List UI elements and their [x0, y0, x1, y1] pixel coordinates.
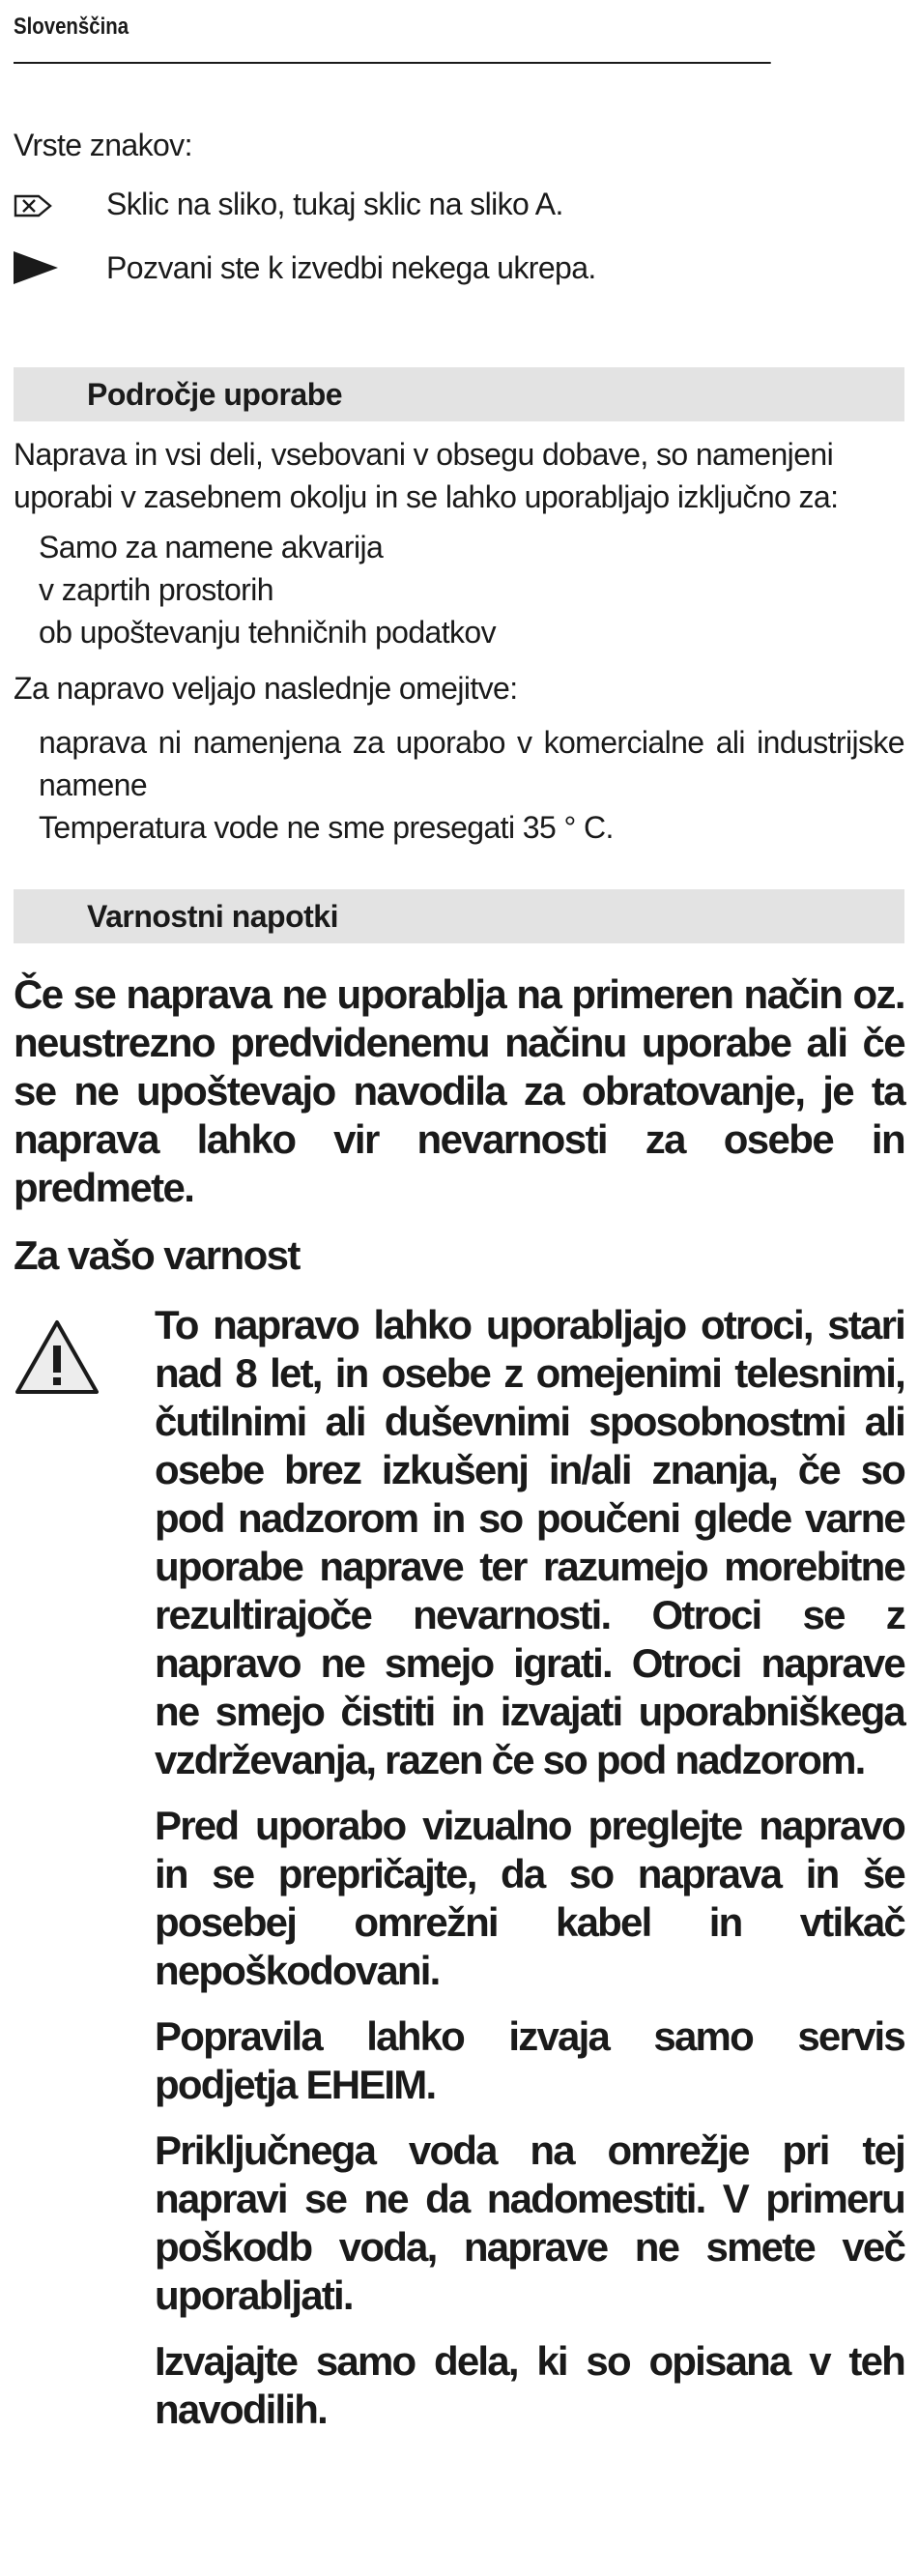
safety-paragraph: To napravo lahko uporabljajo otroci, stari nad 8 let, in osebe z omejenimi telesnimi, čutilnimi ali duševnimi sposobnostmi ali osebe brez izkušenj in/ali znanja, če so pod nadzorom in so poučeni glede varne uporabe naprave ter razumejo morebitne rezultirajoče nevarnosti. Otroci se z napravo ne smejo igrati. Otroci naprave ne smejo čistiti in izvajati uporabniškega vzdrževanja, razen če so pod nadzorom.	[155, 1302, 904, 1782]
action-arrow-icon	[14, 251, 58, 295]
symbol-row-action	[14, 236, 904, 300]
symbol-text-reference: Sklic na sliko, tukaj sklic na sliko A.	[106, 187, 563, 221]
safety-paragraph: Izvajajte samo dela, ki so opisana v teh navodilih.	[155, 2338, 904, 2432]
symbols-intro: Vrste znakov:	[14, 128, 192, 162]
symbol-row-reference	[14, 172, 904, 236]
list-item: v zaprtih prostorih	[39, 572, 273, 607]
safety-paragraph: Popravila lahko izvaja samo servis podjetja EHEIM.	[155, 2013, 904, 2107]
safety-paragraph: Pred uporabo vizualno preglejte napravo in se prepričajte, da so naprava in še posebej omrežni kabel in vtikač nepoškodovani.	[155, 1803, 904, 1993]
list-item: naprava ni namenjena za uporabo v komercialne ali industrijske namene	[39, 725, 904, 802]
safety-instructions	[14, 1301, 904, 2434]
section-heading-safety: Varnostni napotki	[14, 889, 904, 943]
list-item: Temperatura vode ne sme presegati 35 ° C.	[39, 810, 614, 845]
safety-warning-text: Če se naprava ne uporablja na primeren način oz. neustrezno predvidenemu načinu uporabe ali če se ne upoštevajo navodila za obratovanje, je ta naprava lahko vir nevarnosti za osebe in predmete.	[14, 971, 904, 1210]
section-heading-usage: Področje uporabe	[14, 367, 904, 421]
usage-intro: Naprava in vsi deli, vsebovani v obsegu dobave, so namenjeni uporabi v zasebnem okolju in se lahko uporabljajo izključno za:	[14, 437, 839, 514]
safety-paragraph: Priključnega voda na omrežje pri tej napravi se ne da nadomestiti. V primeru poškodb voda, naprave ne smete več uporabljati.	[155, 2127, 904, 2318]
list-item: Samo za namene akvarija	[39, 530, 384, 564]
safety-subheading: Za vašo varnost	[14, 1232, 300, 1278]
restrictions-list	[14, 721, 904, 849]
usage-allowed-list	[14, 526, 904, 653]
warning-triangle-icon	[14, 1318, 100, 1401]
language-header: Slovenščina	[14, 0, 771, 64]
list-item: ob upoštevanju tehničnih podatkov	[39, 615, 497, 650]
symbol-text-action: Pozvani ste k izvedbi nekega ukrepa.	[106, 250, 596, 285]
restrictions-intro: Za napravo veljajo naslednje omejitve:	[14, 671, 518, 706]
reference-pointer-icon	[14, 186, 52, 228]
manual-page	[14, 0, 904, 2451]
